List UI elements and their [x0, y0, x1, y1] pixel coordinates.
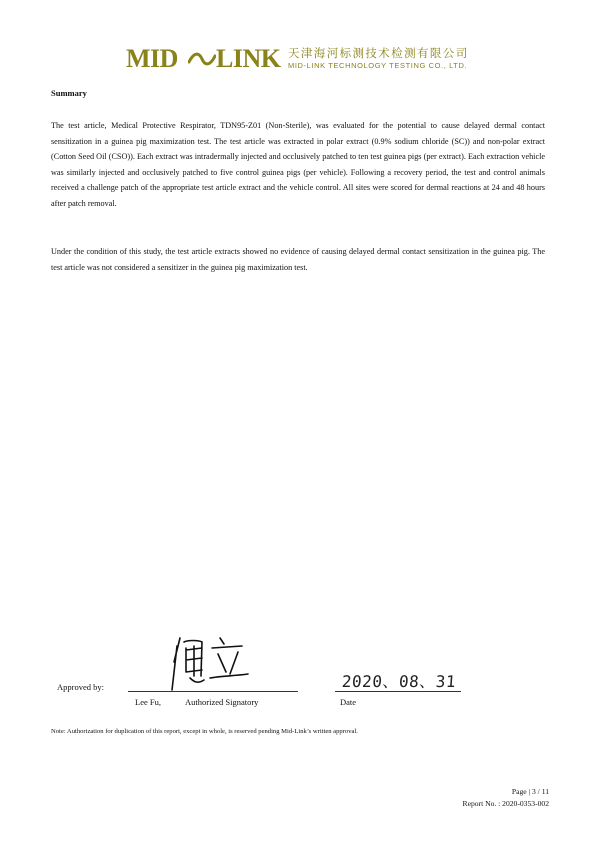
company-name-english: MID-LINK TECHNOLOGY TESTING CO., LTD.	[288, 61, 468, 70]
logo-wave-icon	[188, 48, 216, 70]
signer-title: Authorized Signatory	[185, 697, 259, 707]
report-number: Report No. : 2020-0353-002	[462, 799, 549, 808]
approved-by-label: Approved by:	[57, 682, 104, 692]
handwritten-date: 2020、08、31	[341, 672, 457, 691]
authorization-note: Note: Authorization for duplication of this report, except in whole, is reserved pending Mid-Link’s written approval.	[51, 728, 358, 735]
company-header	[126, 44, 476, 74]
signer-name: Lee Fu,	[135, 697, 161, 707]
logo-text-mid: MID	[126, 44, 178, 73]
signature-line	[128, 691, 298, 692]
date-label: Date	[340, 697, 357, 707]
logo-text-link: LINK	[216, 44, 281, 73]
summary-paragraph: The test article, Medical Protective Respirator, TDN95-Z01 (Non-Sterile), was evaluated for the potential to cause delayed dermal contact sensitization in a guinea pig maximization test. The test article was extracted in polar extract (0.9% sodium chloride (SC)) and non-polar extract (Cotton Seed Oil (CSO)). Each extract was intradermally injected and occlusively patched to ten test guinea pigs (per extract). Each extraction vehicle was similarly injected and occlusively patched to five control guinea pigs (per vehicle). Following a recovery period, the test and control animals received a challenge patch of the appropriate test article extract and the vehicle control. All sites were scored for dermal reactions at 24 and 48 hours after patch removal.	[51, 121, 545, 208]
page-number: Page | 3 / 11	[511, 787, 549, 796]
handwritten-signature	[168, 632, 250, 694]
conclusion-paragraph: Under the condition of this study, the test article extracts showed no evidence of causing delayed dermal contact sensitization in the guinea pig. The test article was not considered a sensitizer in the guinea pig maximization test.	[51, 247, 545, 272]
company-name-chinese: 天津海河标测技术检测有限公司	[288, 46, 469, 60]
summary-heading: Summary	[51, 88, 87, 98]
date-line	[335, 691, 461, 692]
